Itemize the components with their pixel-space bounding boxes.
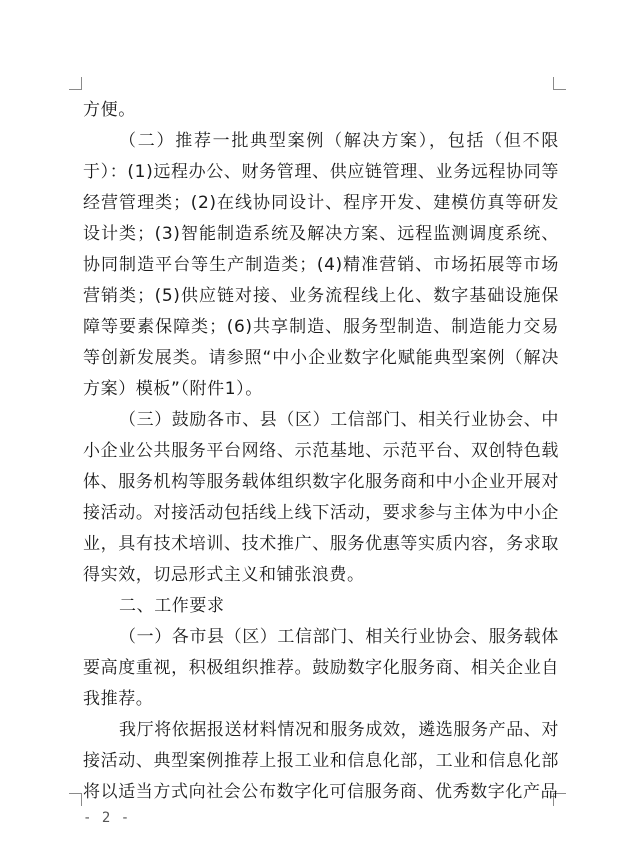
paragraph: （二）推荐一批典型案例（解决方案），包括（但不限于）：(1)远程办公、财务管理、供应链管理、业务远程协同等经营管理类；(2)在线协同设计、程序开发、建模仿真等研发设计类；(3)智能制造系统及解决方案、远程监测调度系统、协同制造平台等生产制造类；(4)精准营销、市场拓展等市场营销类；(5)供应链对接、业务流程线上化、数字基础设施保障等要素保障类；(6)共享制造、服务型制造、制造能力交易等创新发展类。请参照“中小企业数字化赋能典型案例（解决方案）模板”（附件1）。	[83, 131, 559, 399]
paragraph: （一）各市县（区）工信部门、相关行业协会、服务载体要高度重视，积极组织推荐。鼓励数字化服务商、相关企业自我推荐。	[83, 627, 559, 709]
crop-mark-top-left	[69, 77, 82, 90]
document-body	[83, 95, 559, 808]
paragraph: 我厅将依据报送材料情况和服务成效，遴选服务产品、对接活动、典型案例推荐上报工业和信息化部，工业和信息化部将以适当方式向社会公布数字化可信服务商、优秀数字化产品	[83, 720, 559, 802]
crop-mark-bottom-left	[69, 793, 82, 806]
section-heading: 二、工作要求	[119, 596, 225, 616]
paragraph: （三）鼓励各市、县（区）工信部门、相关行业协会、中小企业公共服务平台网络、示范基地、示范平台、双创特色载体、服务机构等服务载体组织数字化服务商和中小企业开展对接活动。对接活动包括线上线下活动，要求参与主体为中小企业，具有技术培训、技术推广、服务优惠等实质内容，务求取得实效，切忌形式主义和铺张浪费。	[83, 410, 559, 585]
crop-mark-top-right	[553, 77, 566, 90]
paragraph: 方便。	[83, 100, 136, 120]
page-number: - 2 -	[83, 810, 131, 826]
